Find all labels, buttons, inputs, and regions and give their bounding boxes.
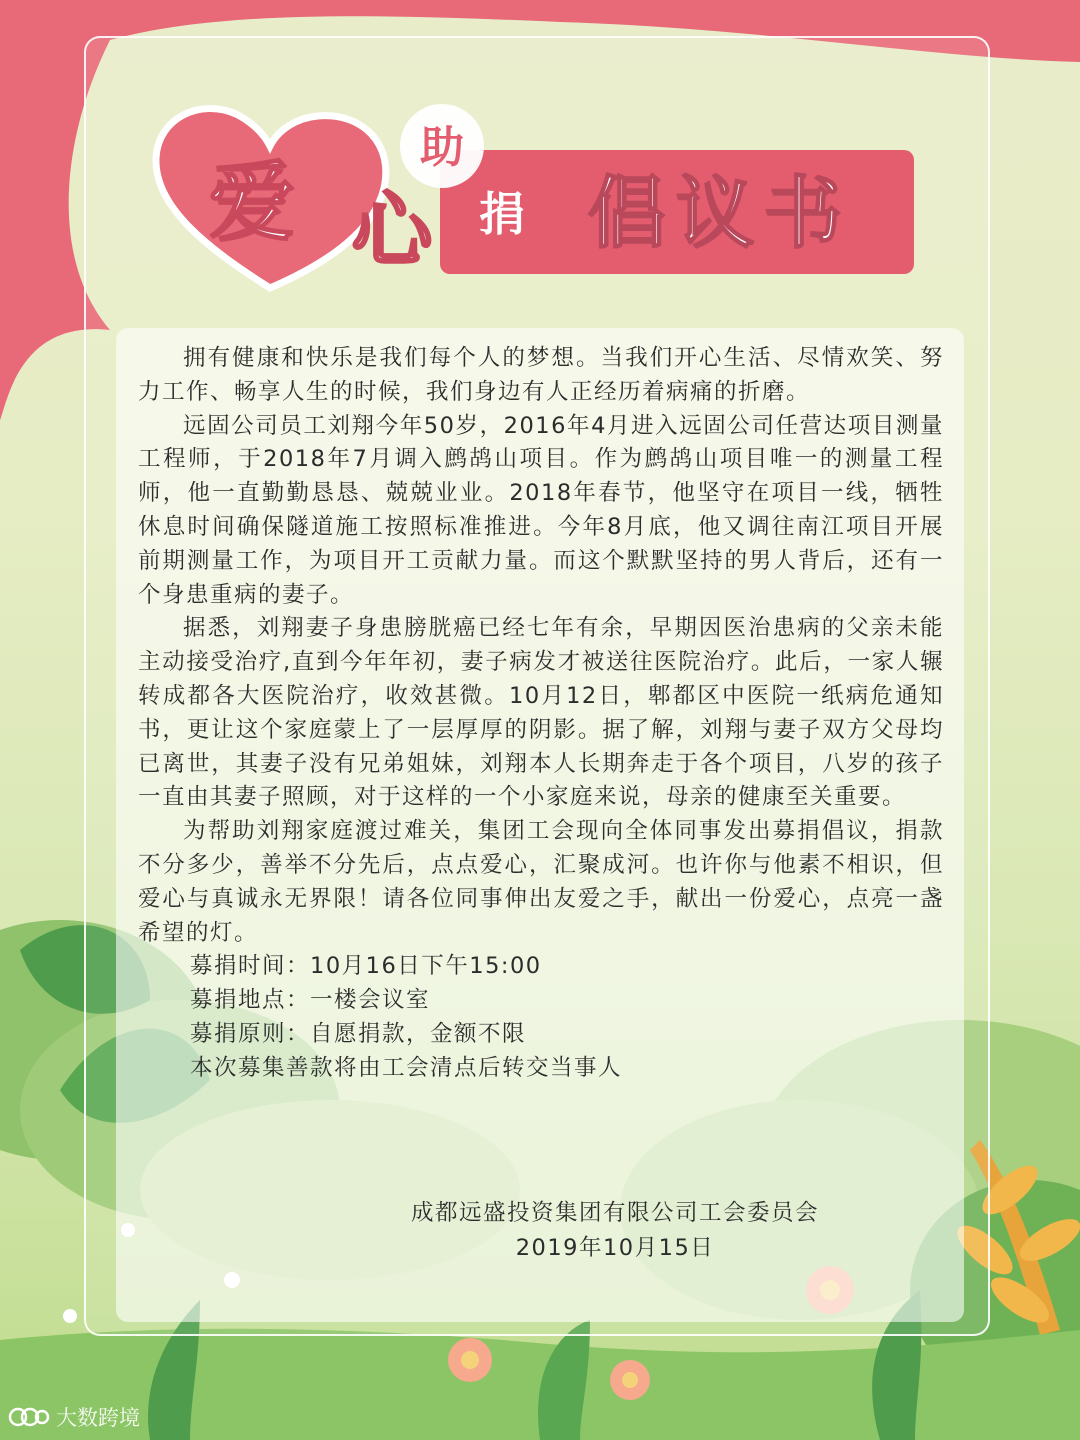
title-main: 倡议书: [587, 169, 853, 259]
blossom: [63, 1309, 77, 1323]
content-panel: [116, 328, 964, 1322]
signature-org: 成都远盛投资集团有限公司工会委员会: [410, 1200, 819, 1226]
paragraph: 拥有健康和快乐是我们每个人的梦想。当我们开心生活、尽情欢笑、努力工作、畅享人生的时候，我们身边有人正经历着病痛的折磨。: [138, 345, 944, 405]
paragraph: 为帮助刘翔家庭渡过难关，集团工会现向全体同事发出募捐倡议，捐款不分多少，善举不分先后，点点爱心，汇聚成河。也许你与他素不相识，但爱心与真诚永无界限！请各位同事伸出友爱之手，献出一份爱心，点亮一盏希望的灯。: [138, 818, 944, 946]
watermark: [8, 1402, 140, 1432]
watermark-text: 大数跨境: [56, 1406, 140, 1430]
body-text: [138, 342, 944, 950]
title-char-ai: 爱: [209, 153, 295, 253]
donation-principle: 募捐原则：自愿捐款，金额不限: [190, 1020, 527, 1047]
title-char-juan: 捐: [479, 187, 525, 241]
paragraph: 远固公司员工刘翔今年50岁，2016年4月进入远固公司任营达项目测量工程师，于2018年7月调入鹧鸪山项目。作为鹧鸪山项目唯一的测量工程师，他一直勤勤恳恳、兢兢业业。2018年春节，他坚守在项目一线，牺牲休息时间确保隧道施工按照标准推进。今年8月底，他又调往南江项目开展前期测量工作，为项目开工贡献力量。而这个默默坚持的男人背后，还有一个身患重病的妻子。: [138, 412, 944, 608]
signature-block: [116, 1196, 964, 1266]
title-char-xin: 心: [352, 184, 432, 277]
flower: [448, 1338, 492, 1382]
donation-time: 募捐时间：10月16日下午15:00: [190, 953, 542, 980]
donation-location: 募捐地点：一楼会议室: [190, 987, 431, 1014]
flower: [610, 1360, 650, 1400]
watermark-logo-icon: [8, 1405, 50, 1429]
title-char-zhu: 助: [420, 122, 464, 173]
signature-date: 2019年10月15日: [515, 1235, 715, 1261]
paragraph: 据悉，刘翔妻子身患膀胱癌已经七年有余，早期因医治患病的父亲未能主动接受治疗,直到今年年初，妻子病发才被送往医院治疗。此后，一家人辗转成都各大医院治疗，收效甚微。10月12日，郫都区中医院一纸病危通知书，更让这个家庭蒙上了一层厚厚的阴影。据了解，刘翔与妻子双方父母均已离世，其妻子没有兄弟姐妹，刘翔本人长期奔走于各个项目，八岁的孩子一直由其妻子照顾，对于这样的一个小家庭来说，母亲的健康至关重要。: [138, 615, 944, 811]
donation-note: 本次募集善款将由工会清点后转交当事人: [190, 1054, 623, 1081]
title-graphic: [140, 90, 930, 320]
